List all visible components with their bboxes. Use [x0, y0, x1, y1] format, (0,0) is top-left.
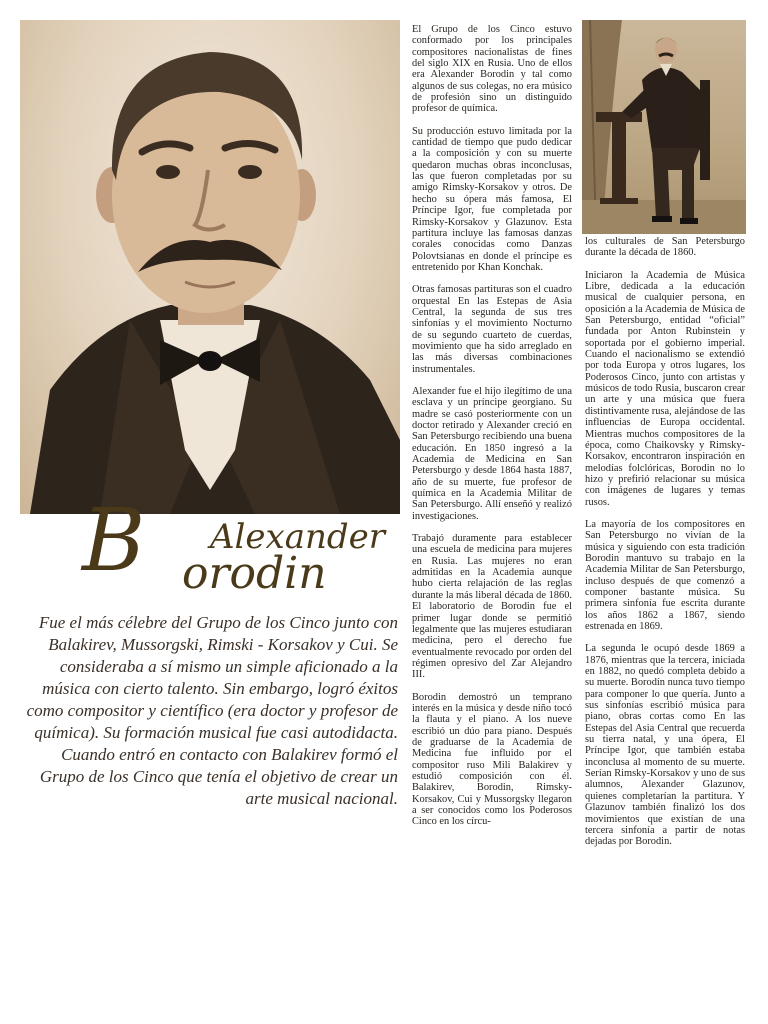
title-last-name: orodin — [182, 548, 327, 599]
article-column-2 — [585, 236, 745, 859]
paragraph: Otras famosas partituras son el cuadro orquestal En las Estepas de Asia Central, la segunda de sus tres sinfonías y el movimiento Nocturno de su segundo cuarteto de cuerdas, movimiento que ha sido arreglado en las más diversas combinaciones instrumentales. — [412, 284, 572, 375]
article-column-1 — [412, 24, 572, 839]
intro-paragraph: Fue el más célebre del Grupo de los Cinco junto con Balakirev, Mussorgski, Rimski - Korsakov y Cui. Se consideraba a sí mismo un simple aficionado a la música con cierto talento. Sin embargo, logró éxitos como compositor y científico (era doctor y profesor de química). Su formación musical fue casi autodidacta. Cuando entró en contacto con Balakirev formó el Grupo de los Cinco que tenía el objetivo de crear un arte musical nacional. — [26, 613, 398, 808]
paragraph: Alexander fue el hijo ilegítimo de una esclava y un príncipe georgiano. Su madre se casó posteriormente con un doctor retirado y Alexander creció en San Petersburgo recibiendo una buena educación. En 1850 ingresó a la Academia de Medicina en San Petersburgo y desde 1864 hasta 1887, año de su muerte, fue profesor de química en la Academia Militar de San Petersburgo. Allí enseñó y realizó investigaciones. — [412, 385, 572, 522]
portrait-photo — [20, 20, 400, 514]
paragraph: Iniciaron la Academia de Música Libre, dedicada a la educación musical de cualquier persona, en oposición a la Academia de Música de San Petersburgo, entidad “oficial” fundada por Anton Rubinstein y soportada por el gobierno imperial. Cuando el nacionalismo se extendió por toda Europa y otros lugares, los Poderosos Cinco, junto con artistas y músicos de todo Rusia, buscaron crear un arte y una música que fuera distintivamente rusa, alejándose de las influencias de Europa occidental. Mientras muchos compositores de la época, como Chaikovsky y Rimsky-Korsakov, encontraron inspiración en melodías folclóricas, Borodin no lo hizo y prefirió relacionar su música con imágenes de lugares y temas rusos. — [585, 269, 745, 508]
title-first-name: Alexander — [210, 517, 386, 557]
portrait-illustration — [20, 20, 400, 514]
title-initial: B — [82, 491, 144, 591]
paragraph: Su producción estuvo limitada por la cantidad de tiempo que pudo dedicar a la composición y con su muerte quedaron muchas obras inconclusas, las que fueron completadas por su amigo Rimsky-Korsakov y otros. De hecho su ópera más famosa, El Príncipe Igor, fue completada por Rimsky-Korsakov y Glazunov. Esta partitura incluye las famosas danzas corales conocidas como Danzas Polovtsianas en donde el príncipe es entretenido por Khan Konchak. — [412, 125, 572, 273]
seated-photo-illustration — [582, 20, 746, 234]
paragraph: El Grupo de los Cinco estuvo conformado por los principales compositores nacionalistas de fines del siglo XIX en Rusia. Uno de ellos era Alexander Borodin y tal como algunos de sus colegas, no era músico de profesión sino un distinguido profesor de química. — [412, 24, 572, 115]
paragraph: Trabajó duramente para establecer una escuela de medicina para mujeres en Rusia. Las mujeres no eran admitidas en la Academia aunque hubo cierta relajación de las reglas durante la más liberal década de 1860. El laboratorio de Borodin fue el primer lugar donde se permitió legalmente que las mujeres estudiaran medicina, pero el derecho fue eventualmente revocado por orden del régimen opresivo del Zar Alejandro III. — [412, 533, 572, 681]
paragraph: Borodin demostró un temprano interés en la música y desde niño tocó la flauta y el piano. A los nueve escribió un dúo para piano. Después de graduarse de la Academia de Medicina fue influido por el compositor ruso Mili Balakirev y estudió composición con él. Balakirev, Borodin, Rimsky-Korsakov, Cui y Mussorgsky llegaron a ser conocidos como los Poderosos Cinco en los círcu- — [412, 691, 572, 828]
paragraph: La segunda le ocupó desde 1869 a 1876, mientras que la tercera, iniciada en 1882, no quedó completa debido a su muerte. Borodín nunca tuvo tiempo para componer lo que quería. Junto a sus sinfonías escribió música para piano, obras cortas como En las Estepas del Asia Central que recuerda su tierra natal, y una ópera, El Príncipe Igor, que también estaba inconclusa al momento de su muerte. Serían Rimsky-Korsakov y uno de sus alumnos, Alexander Glazunov, quienes completarían la partitura. Y Glazunov también finalizó los dos movimientos que existían de una tercera sinfonía a partir de notas dejadas por Borodin. — [585, 643, 745, 848]
title — [20, 491, 400, 610]
seated-photo — [582, 20, 746, 234]
paragraph: La mayoría de los compositores en San Petersburgo no vivían de la música y siguiendo con esta tradición Borodin mantuvo su trabajo en la Academia Militar de San Petersburgo, incluso después de que comenzó a componer bastante música. Su primera sinfonía fue escrita durante los años 1862 a 1867, siendo estrenada en 1869. — [585, 518, 745, 632]
paragraph: los culturales de San Petersburgo durante la década de 1860. — [585, 236, 745, 259]
